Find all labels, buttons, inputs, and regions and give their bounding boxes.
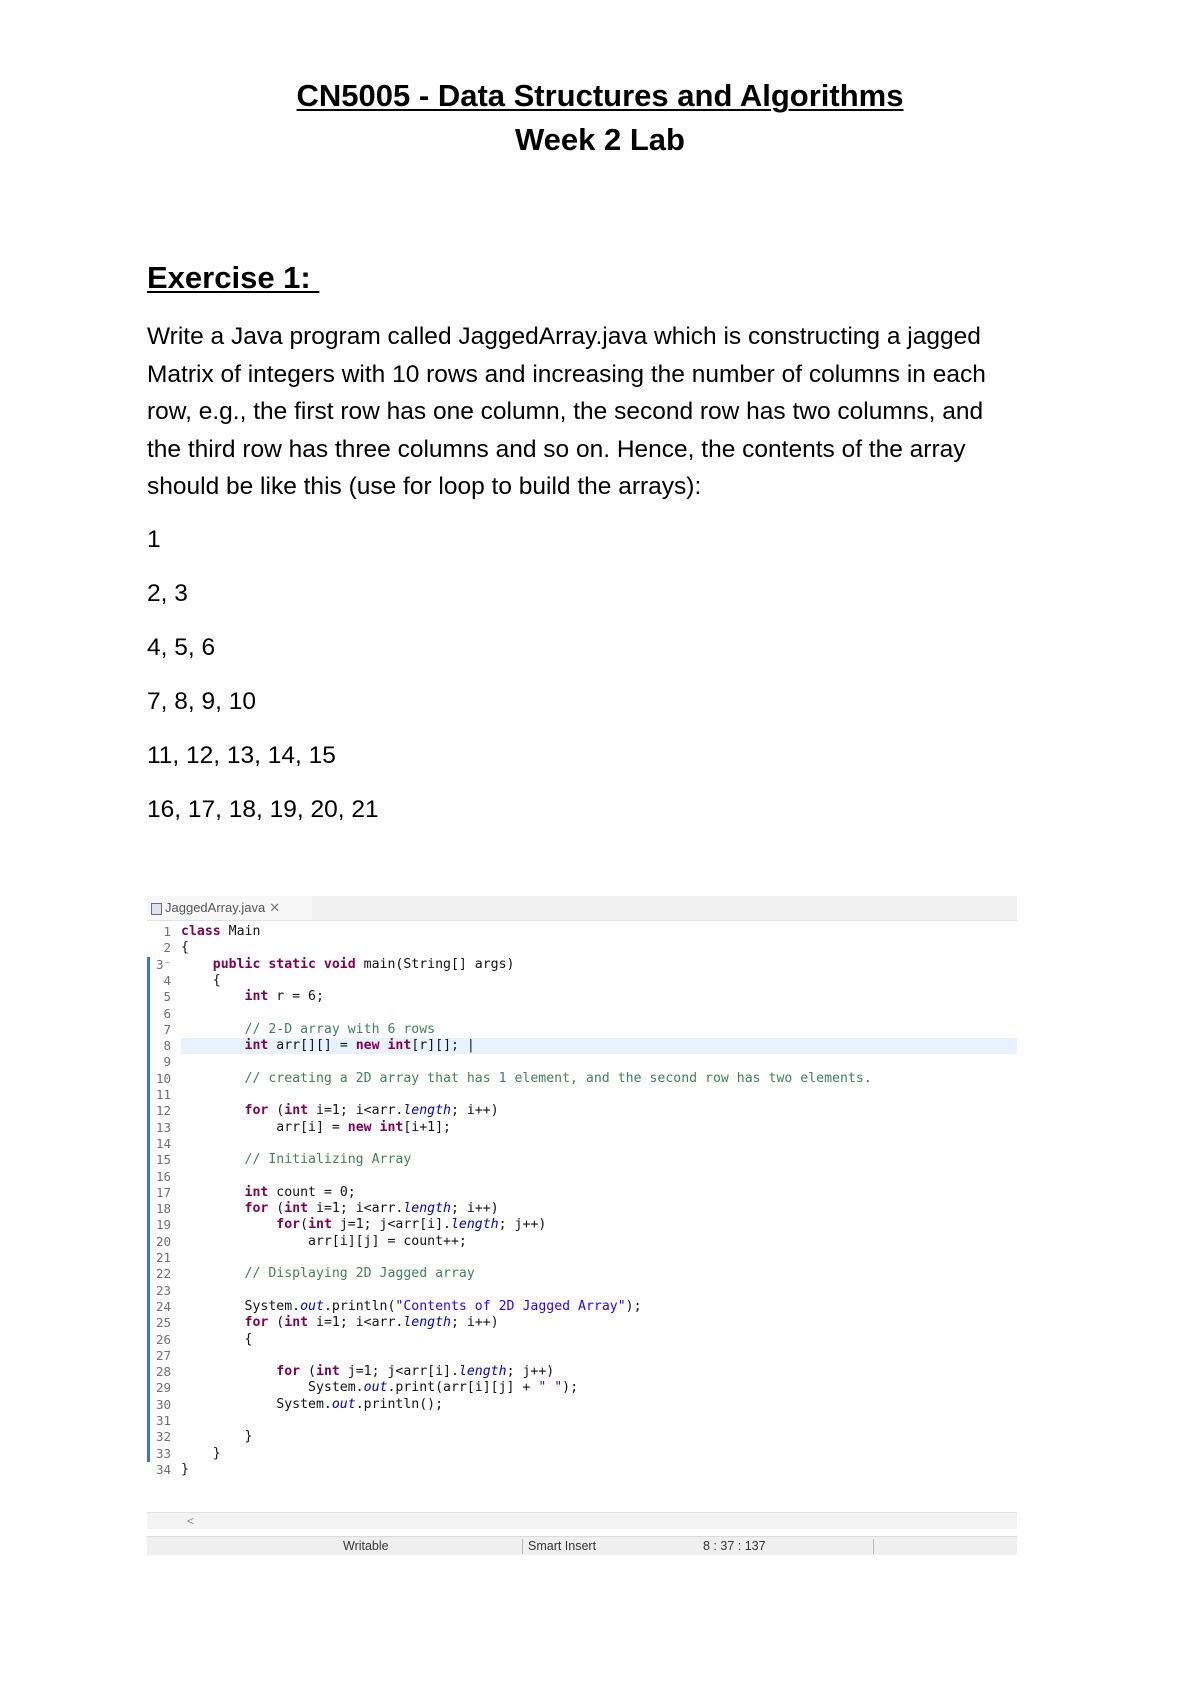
code-line: arr[i][j] = count++; — [308, 1233, 467, 1249]
editor-tab-bar — [147, 896, 1017, 921]
status-insert-mode: Smart Insert — [528, 1539, 597, 1553]
line-number: 17 — [155, 1184, 171, 1200]
code-line: // Displaying 2D Jagged array — [244, 1266, 475, 1282]
line-number: 13 — [155, 1119, 171, 1135]
code-line — [181, 1087, 1017, 1103]
line-number: 9 — [163, 1054, 171, 1070]
code-line: // Initializing Array — [244, 1152, 412, 1168]
status-divider — [873, 1539, 874, 1554]
code-line: { — [181, 940, 189, 956]
line-number: 33 — [155, 1445, 171, 1461]
description-line: the third row has three columns and so on. Hence, the contents of the array — [147, 435, 966, 463]
line-number: 31 — [155, 1413, 171, 1428]
line-number: 2 — [163, 940, 171, 956]
line-number: 23 — [155, 1282, 171, 1298]
line-number: 28 — [155, 1364, 171, 1380]
line-number: 22 — [155, 1266, 171, 1282]
code-line: int count = 0; — [244, 1184, 356, 1200]
line-number: 27 — [155, 1347, 171, 1363]
line-number: 25 — [155, 1315, 171, 1331]
code-line — [181, 1348, 1017, 1364]
status-divider — [522, 1539, 523, 1554]
code-line: // creating a 2D array that has 1 element, and the second row has two elements. — [244, 1070, 872, 1086]
description-line: Write a Java program called JaggedArray.java which is constructing a jagged — [147, 323, 981, 350]
code-line — [181, 1413, 1017, 1429]
code-line: // 2-D array with 6 rows — [244, 1021, 436, 1037]
sequence-row: 2, 3 — [147, 580, 188, 607]
line-number-gutter — [147, 924, 177, 1479]
line-number: 7 — [163, 1021, 171, 1037]
code-line: for(int j=1; j<arr[i].length; j++) — [276, 1217, 547, 1233]
description-line: Matrix of integers with 10 rows and increasing the number of columns in each — [147, 360, 986, 388]
line-number: 21 — [155, 1250, 171, 1265]
line-number: 26 — [155, 1331, 171, 1347]
code-line — [181, 1250, 1017, 1266]
description-line: should be like this (use for loop to build the arrays): — [147, 473, 702, 500]
close-icon[interactable]: ✕ — [269, 900, 281, 915]
code-line — [181, 1136, 1017, 1152]
status-cursor-position: 8 : 37 : 137 — [703, 1539, 766, 1553]
scroll-left-icon[interactable]: < — [187, 1514, 195, 1528]
code-line — [181, 1006, 1017, 1022]
line-number: 30 — [155, 1396, 171, 1412]
code-line: class Main — [181, 924, 261, 939]
code-line: System.out.println(); — [276, 1396, 444, 1412]
line-number: 8 — [163, 1038, 171, 1054]
line-number: 19 — [155, 1217, 171, 1233]
code-line: arr[i] = new int[i+1]; — [276, 1119, 451, 1135]
sequence-row: 11, 12, 13, 14, 15 — [147, 742, 336, 769]
status-writable: Writable — [343, 1539, 389, 1553]
code-line: } — [181, 1445, 221, 1461]
code-line — [181, 1283, 1017, 1299]
java-file-icon — [151, 903, 162, 915]
line-number: 6 — [163, 1005, 171, 1021]
line-number: 1 — [163, 924, 171, 939]
line-number: 3⁻ — [155, 956, 171, 972]
code-line: } — [181, 1429, 253, 1445]
code-line: for (int j=1; j<arr[i].length; j++) — [276, 1364, 555, 1380]
code-line: for (int i=1; i<arr.length; i++) — [244, 1103, 499, 1119]
code-line: System.out.print(arr[i][j] + " "); — [308, 1380, 579, 1396]
line-number: 32 — [155, 1429, 171, 1445]
sequence-row: 4, 5, 6 — [147, 634, 216, 661]
line-number: 29 — [155, 1380, 171, 1396]
sequence-row: 1 — [147, 526, 161, 553]
editor-tab[interactable] — [147, 896, 312, 920]
lab-title: Week 2 Lab — [514, 122, 685, 157]
line-number: 34 — [155, 1461, 171, 1477]
code-line: { — [181, 972, 221, 988]
code-line: System.out.println("Contents of 2D Jagged Array"); — [244, 1298, 642, 1314]
line-number: 18 — [155, 1201, 171, 1217]
line-number: 12 — [155, 1103, 171, 1119]
line-number: 24 — [155, 1298, 171, 1314]
current-code-line: int arr[][] = new int[r][]; | — [181, 1038, 1017, 1054]
sequence-row: 7, 8, 9, 10 — [147, 688, 256, 715]
sequence-row: 16, 17, 18, 19, 20, 21 — [147, 796, 379, 823]
code-editor-screenshot — [147, 896, 1017, 1555]
line-number: 15 — [155, 1152, 171, 1168]
line-number: 11 — [155, 1087, 171, 1102]
code-line: for (int i=1; i<arr.length; i++) — [244, 1201, 499, 1217]
horizontal-scrollbar[interactable] — [147, 1512, 1017, 1529]
editor-tab-filename: JaggedArray.java — [165, 900, 266, 915]
code-area[interactable] — [181, 924, 1017, 1484]
exercise-description — [147, 318, 1067, 506]
code-line: } — [181, 1461, 189, 1477]
code-line: public static void main(String[] args) — [212, 956, 515, 972]
course-title: CN5005 - Data Structures and Algorithms — [296, 78, 904, 113]
code-line: int r = 6; — [244, 989, 324, 1005]
line-number: 16 — [155, 1168, 171, 1184]
line-number: 5 — [163, 989, 171, 1005]
code-line: { — [181, 1331, 253, 1347]
exercise-heading: Exercise 1: — [147, 260, 320, 295]
line-number: 14 — [155, 1135, 171, 1151]
description-line: row, e.g., the first row has one column, the second row has two columns, and — [147, 398, 984, 425]
code-line — [181, 1054, 1017, 1070]
line-number: 20 — [155, 1233, 171, 1249]
code-line: for (int i=1; i<arr.length; i++) — [244, 1315, 499, 1331]
line-number: 10 — [155, 1070, 171, 1086]
status-bar — [147, 1536, 1017, 1555]
line-number: 4 — [163, 972, 171, 988]
code-line — [181, 1169, 1017, 1185]
